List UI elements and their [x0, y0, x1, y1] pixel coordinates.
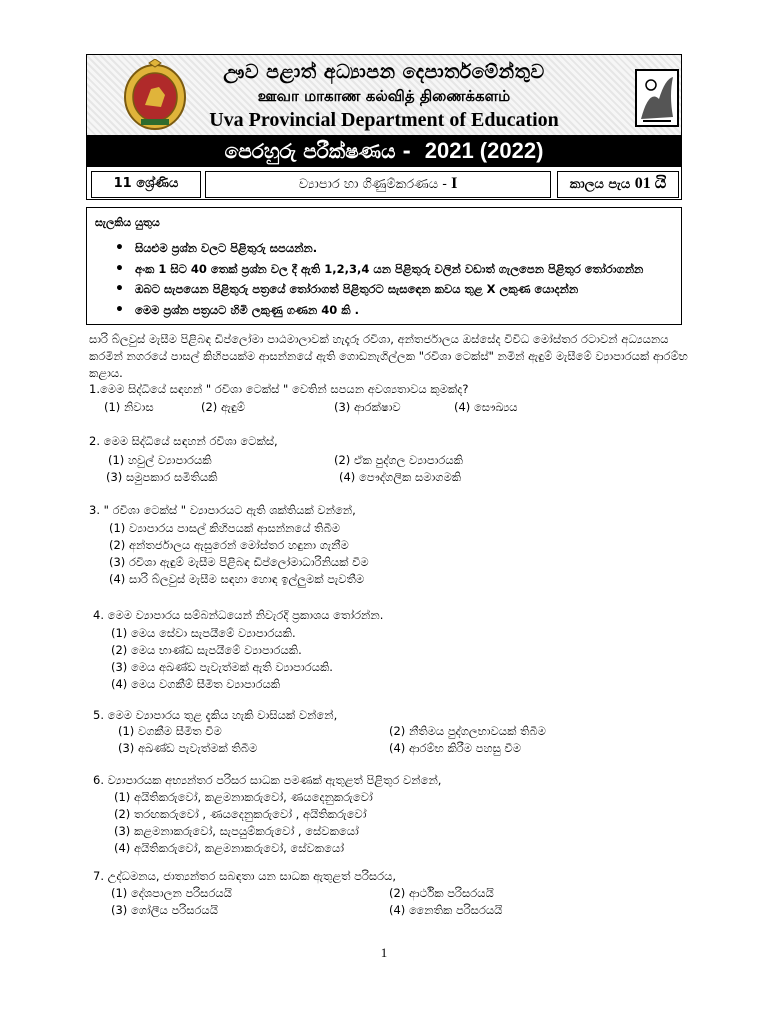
answer-option: (4) සාරි බ්ලවුස් මැසීම සඳහා හොඳ ඉල්ලුමක් පැවතීම — [109, 572, 365, 586]
question-text: 4. මෙම ව්‍යාපාරය සම්බන්ධයෙන් නිවැරදි ප්‍රකාශය තෝරන්න. — [93, 608, 384, 622]
exam-year: 2021 (2022) — [424, 138, 544, 163]
answer-option: (1) නිවාස — [104, 400, 154, 414]
answer-option: (4) පෞද්ගලික සමාගමකි — [339, 470, 462, 484]
answer-option: (3) ආරක්ෂාව — [334, 400, 401, 414]
answer-option: (1) ව්‍යාපාරය පාසල් කිහිපයක් ආසන්නයේ තිබීම — [109, 521, 340, 535]
time-value: 01 යි — [634, 175, 667, 192]
answer-option: (1) හවුල් ව්‍යාපාරයකි — [108, 453, 212, 467]
subject-cell — [205, 171, 551, 198]
answer-option: (2) ඒක පුද්ගල ව්‍යාපාරයකි — [334, 453, 463, 467]
answer-option: (1) වගකීම සීමිත වීම — [118, 724, 222, 738]
instructions-title: සැලකිය යුතුය — [95, 216, 160, 229]
instruction-item: • ඔබට සැපයෙන පිළිතුරු පත්‍රයේ තෝරාගත් පිළිතුරට සැසඳෙන කවය තුළ X ලකුණ යොදන්න — [115, 279, 643, 300]
answer-option: (2) නීතිමය පුද්ගලභාවයක් තිබීම — [389, 724, 546, 738]
instructions-list — [115, 238, 643, 320]
answer-option: (2) තරඟකරුවෝ , ණයදෙනුකරුවෝ , අයිතිකරුවෝ — [114, 807, 367, 821]
answer-option: (2) ආර්ථික පරිසරයයි — [389, 886, 494, 900]
answer-option: (3) අඛණ්ඩ පැවැත්මක් තිබීම — [118, 741, 258, 755]
answer-option: (1) මෙය සේවා සැපයීමේ ව්‍යාපාරයකි. — [111, 626, 296, 640]
question-text: 5. මෙම ව්‍යාපාරය තුළ දැකිය හැකි වාසියක් වන්නේ, — [93, 708, 338, 722]
department-name-english: Uva Provincial Department of Education — [209, 109, 559, 131]
paper-number: I — [451, 175, 458, 192]
question-text: 6. ව්‍යාපාරයක අභ්‍යන්තර පරිසර සාධක පමණක් ඇතුළත් පිළිතුර වන්නේ, — [93, 773, 442, 787]
answer-option: (1) දේශපාලන පරිසරයයි — [111, 886, 232, 900]
answer-option: (4) අයිතිකරුවෝ, කළමනාකරුවෝ, සේවකයෝ — [114, 841, 345, 855]
answer-option: (2) අන්තර්ජාලය ඇසුරෙන් මෝස්තර හඳුනා ගැනීම — [109, 538, 349, 552]
exam-title-bar — [87, 135, 681, 167]
answer-option: (3) කළමනාකරුවෝ, සැපයුම්කරුවෝ , සේවකයෝ — [114, 824, 359, 838]
department-name-sinhala: ඌව පළාත් අධ්‍යාපන දෙපාර්තමේන්තුව — [223, 61, 545, 83]
subject-name: ව්‍යාපාර හා ගිණුම්කරණය - — [298, 177, 447, 192]
question-text: 1.මෙම සිද්ධියේ සඳහන් " රවිශා ටෙක්ස් " වෙතින් සපයන අවශ්‍යතාවය කුමක්ද? — [89, 382, 469, 396]
question-text: 3. " රවිශා ටෙක්ස් " ව්‍යාපාරයට ඇති ශක්තියක් වන්නේ, — [89, 503, 356, 517]
question-text: 2. මෙම සිද්ධියේ සඳහන් රවිශා ටෙක්ස්, — [89, 434, 278, 448]
answer-option: (3) ගෝලීය පරිසරයයි — [111, 903, 218, 917]
answer-option: (3) රවිශා ඇඳුම් මැසීම පිළිබඳ ඩිප්ලෝමාධාරිනියක් වීම — [109, 555, 369, 569]
question-text: 7. උද්ධමනය, ජාත්‍යන්තර සබඳතා යන සාධක ඇතුළත් පරිසරය, — [93, 869, 397, 883]
grade-cell: 11 ශ්‍රේණිය — [91, 171, 201, 198]
answer-option: (4) මෙය වගකීම් සීමිත ව්‍යාපාරයකි — [111, 677, 281, 691]
instruction-item: • මෙම ප්‍රශ්න පත්‍රයට හිමි ලකුණු ගණන 40 කි . — [115, 300, 643, 321]
case-study-paragraph: සාරි බ්ලවුස් මැසීම පිළිබඳ ඩිප්ලෝමා පාඨමාලාවක් හැදෑරූ රවිශා, අන්තර්ජාලය ඔස්සේද විවිධ මෝස්තර රටාවන් අධ්‍යයනය කරමින් නගරයේ පාසල් කිහිපයක්ම ආසන්නයේ ඇති ගොඩනැගිල්ලක "රවිශා ටෙක්ස්" නමින් ඇඳුම් මැසීමේ ව්‍යාපාරයක් ආරම්භ කළාය. — [89, 332, 688, 380]
answer-option: (4) ආරම්භ කිරීම පහසු වීම — [389, 741, 521, 755]
time-cell — [557, 171, 679, 198]
instruction-item: • අංක 1 සිට 40 තෙක් ප්‍රශ්න වල දී ඇති 1,2,3,4 යන පිළිතුරු වලින් වඩාත් ගැලපෙන පිළිතුර තෝරාගන්න — [115, 259, 643, 280]
exam-header — [86, 54, 682, 200]
department-name-tamil: ஊவா மாகாண கல்வித் திணைக்களம் — [257, 87, 511, 105]
answer-option: (2) මෙය භාණ්ඩ සැපයීමේ ව්‍යාපාරයකි. — [111, 643, 302, 657]
answer-option: (3) මෙය අඛණ්ඩ පැවැත්මක් ඇති ව්‍යාපාරයකි. — [111, 660, 333, 674]
answer-option: (4) නෛතික පරිසරයයි — [389, 903, 503, 917]
time-label: කාලය පැය — [569, 177, 631, 192]
answer-option: (4) සෞඛ්‍යය — [454, 400, 518, 414]
answer-option: (1) අයිතිකරුවෝ, කළමනාකරුවෝ, ණයදෙනුකරුවෝ — [114, 790, 373, 804]
answer-option: (3) සමුපකාර සමිතියකි — [106, 470, 218, 484]
page-number: 1 — [380, 945, 388, 960]
answer-option: (2) ඇඳුම් — [201, 400, 246, 414]
instruction-item: • සියළුම ප්‍රශ්න වලට පිළිතුරු සපයන්න. — [115, 238, 643, 259]
instructions-box — [86, 207, 682, 325]
exam-title: පෙරහුරු පරීක්ෂණය - — [224, 139, 411, 163]
